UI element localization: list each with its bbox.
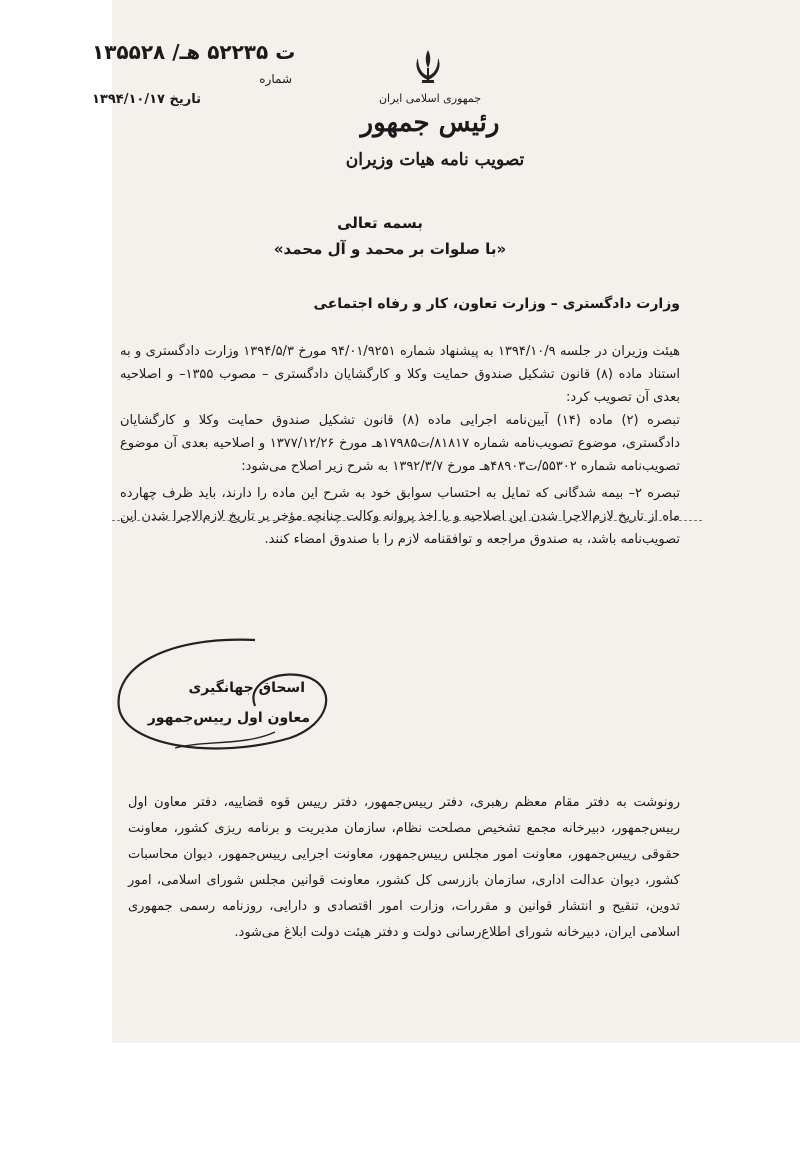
signatory-title: معاون اول رییس‌جمهور <box>147 710 310 726</box>
dashed-divider <box>112 520 702 521</box>
letter-number: ۱۳۵۵۲۸ /ت ۵۲۲۳۵ هـ <box>92 40 296 64</box>
paragraph-note-amended: تبصره ۲– بیمه شدگانی که تمایل به احتساب سوابق خود به شرح این ماده را دارند، باید ظرف چهارده ماه از تاریخ لازم‌الاجرا شدن این اصلاحیه و یا اخذ پروانه وکالت چنانچه مؤخر بر تاریخ لازم‌الاجرا شدن این تصویب‌نامه باشد، به صندوق مراجعه و توافقنامه لازم را با صندوق امضاء کنند. <box>120 486 680 547</box>
distribution-list: رونوشت به دفتر مقام معظم رهبری، دفتر رییس‌جمهور، دفتر رییس قوه قضاییه، دفتر معاون اول رییس‌جمهور، دبیرخانه مجمع تشخیص مصلحت نظام، سازمان مدیریت و برنامه ریزی کشور، معاونت حقوقی رییس‌جمهور، معاونت امور مجلس رییس‌جمهور، معاونت اجرایی رییس‌جمهور، دیوان محاسبات کشور، دیوان عدالت اداری، سازمان بازرسی کل کشور، معاونت قوانین مجلس شورای اسلامی، امور تدوین، تنقیح و انتشار قوانین و مقررات، وزارت امور اقتصادی و دارایی، روزنامه رسمی جمهوری اسلامی ایران، دبیرخانه شورای اطلاع‌رسانی دولت و دفتر هیئت دولت ابلاغ می‌شود. <box>128 795 680 940</box>
republic-name: جمهوری اسلامی ایران <box>378 92 482 105</box>
iran-emblem-icon <box>408 46 448 86</box>
paragraph-intro: هیئت وزیران در جلسه ۱۳۹۴/۱۰/۹ به پیشنهاد شماره ۹۴/۰۱/۹۲۵۱ مورخ ۱۳۹۴/۵/۳ وزارت دادگستری و به استناد ماده (۸) قانون تشکیل صندوق حمایت وکلا و کارگشایان دادگستری – مصوب ۱۳۵۵– و اصلاحیه بعدی آن تصویب کرد: <box>120 344 680 405</box>
basmala: بسمه تعالی <box>337 214 423 232</box>
cabinet-approval-title: تصویب نامه هیات وزیران <box>345 150 525 170</box>
signature-icon <box>105 628 340 768</box>
letter-date: تاریخ ۱۳۹۴/۱۰/۱۷ <box>92 92 202 107</box>
president-title: رئیس جمهور <box>360 108 500 138</box>
recipients: وزارت دادگستری – وزارت تعاون، کار و رفاه اجتماعی <box>313 296 680 312</box>
letter-number-label: شماره <box>259 72 292 86</box>
paragraph-note-2: تبصره (۲) ماده (۱۴) آیین‌نامه اجرایی ماده (۸) قانون تشکیل صندوق حمایت وکلا و کارگشایان دادگستری، موضوع تصویب‌نامه شماره ۸۱۸۱۷/ت۱۷۹۸۵هـ مورخ ۱۳۷۷/۱۲/۲۶ و اصلاحیه بعدی آن موضوع تصویب‌نامه شماره ۵۵۳۰۲/ت۴۸۹۰۳هـ مورخ ۱۳۹۲/۳/۷ به شرح زیر اصلاح می‌شود: <box>120 413 680 474</box>
salavat: «با صلوات بر محمد و آل محمد» <box>273 240 507 258</box>
signatory-name: اسحاق جهانگیری <box>188 680 305 696</box>
